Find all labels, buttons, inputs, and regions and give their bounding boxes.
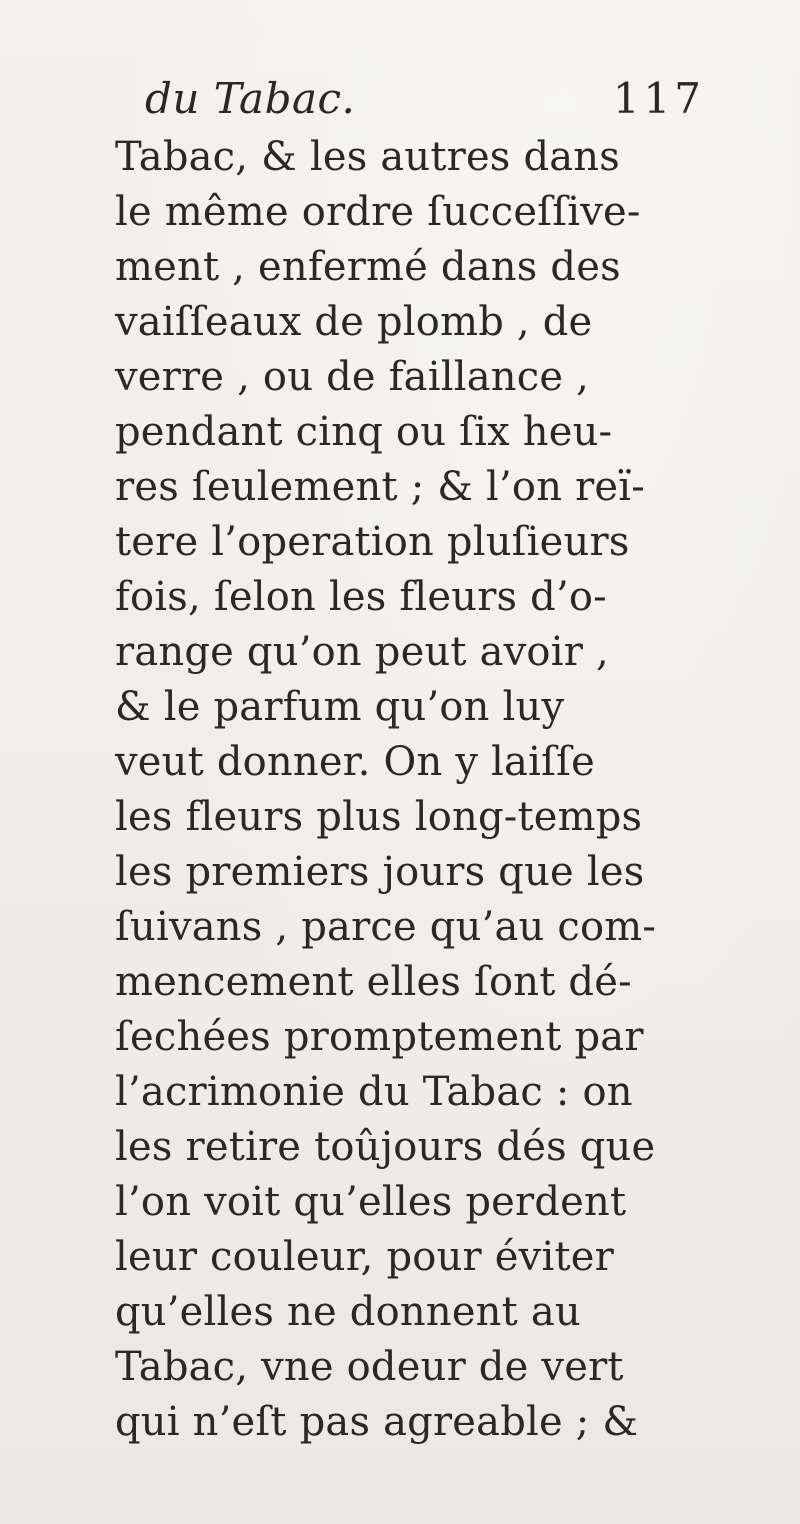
text-line: Tabac, & les autres dans (115, 134, 620, 180)
text-line: veut donner. On y laiſſe (115, 739, 595, 785)
text-line: qu’elles ne donnent au (115, 1289, 581, 1335)
text-line: ment , enfermé dans des (115, 244, 621, 290)
page-number: 117 (612, 74, 705, 123)
page-header (145, 68, 705, 130)
text-line: le même ordre ſucceſſive- (115, 189, 641, 235)
text-line: Tabac, vne odeur de vert (115, 1344, 624, 1390)
text-line: les fleurs plus long-temps (115, 794, 643, 840)
running-title: du Tabac. (145, 74, 356, 123)
text-line: ſechées promptement par (115, 1014, 644, 1060)
text-line: vaiſſeaux de plomb , de (115, 299, 593, 345)
text-line: qui n’eſt pas agreable ; & (115, 1399, 639, 1445)
text-line: res ſeulement ; & l’on reï- (115, 464, 645, 510)
text-line: les retire toûjours dés que (115, 1124, 656, 1170)
text-line: l’acrimonie du Tabac : on (115, 1069, 633, 1115)
text-line: mencement elles ſont dé- (115, 959, 632, 1005)
text-line: l’on voit qu’elles perdent (115, 1179, 627, 1225)
text-line: tere l’operation pluſieurs (115, 519, 630, 565)
text-line: les premiers jours que les (115, 849, 645, 895)
text-line: & le parfum qu’on luy (115, 684, 565, 730)
text-line: pendant cinq ou ſix heu- (115, 409, 613, 455)
text-line: range qu’on peut avoir , (115, 629, 609, 675)
text-line: verre , ou de faillance , (115, 354, 590, 400)
text-line: fois, ſelon les fleurs d’o- (115, 574, 607, 620)
text-line: ſuivans , parce qu’au com- (115, 904, 657, 950)
text-line: leur couleur, pour éviter (115, 1234, 614, 1280)
